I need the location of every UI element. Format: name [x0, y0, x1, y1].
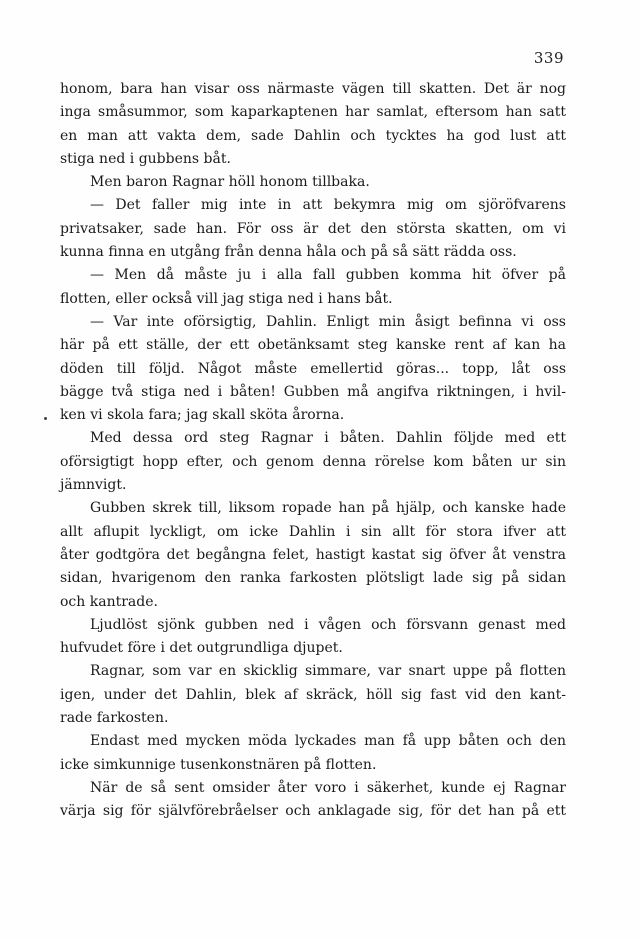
scan-speck [44, 417, 47, 420]
text-line: kunna finna en utgång från denna håla och på så sätt rädda oss. [60, 244, 517, 261]
text-line: och kantrade. [60, 593, 158, 610]
text-line: sidan, hvarigenom den ranka farkosten plötsligt lade sig på sidan [60, 570, 566, 587]
text-line: ken vi skola fara; jag skall sköta årorna. [60, 407, 345, 424]
text-line: inga småsummor, som kaparkaptenen har samlat, eftersom han satt [60, 104, 566, 121]
text-line: åter godtgöra det begångna felet, hastigt kastat sig öfver åt venstra [60, 546, 566, 563]
text-line: värja sig för självförebråelser och anklagade sig, för det han på ett [60, 803, 566, 820]
text-line: — Det faller mig inte in att bekymra mig om sjöröfvarens [90, 197, 566, 214]
text-line: — Var inte oförsigtig, Dahlin. Enligt min åsigt befinna vi oss [90, 313, 566, 330]
text-line: Endast med mycken möda lyckades man få upp båten och den [90, 733, 566, 750]
text-line: oförsigtigt hopp efter, och genom denna rörelse kom båten ur sin [60, 453, 566, 470]
text-line: igen, under det Dahlin, blek af skräck, höll sig fast vid den kant- [60, 686, 566, 703]
text-line: en man att vakta dem, sade Dahlin och tycktes ha god lust att [60, 127, 566, 144]
text-line: Med dessa ord steg Ragnar i båten. Dahlin följde med ett [90, 430, 566, 447]
text-line: När de så sent omsider åter voro i säkerhet, kunde ej Ragnar [90, 779, 566, 796]
page-number: 339 [533, 49, 564, 67]
text-line: Men baron Ragnar höll honom tillbaka. [90, 174, 370, 191]
text-line: Gubben skrek till, liksom ropade han på hjälp, och kanske hade [90, 500, 566, 517]
text-line: bägge två stiga ned i båten! Gubben må angifva riktningen, i hvil- [60, 383, 566, 400]
text-line: Ragnar, som var en skicklig simmare, var snart uppe på flotten [90, 663, 566, 680]
text-line: allt aflupit lyckligt, om icke Dahlin i sin allt för stora ifver att [60, 523, 566, 540]
text-line: Ljudlöst sjönk gubben ned i vågen och försvann genast med [90, 616, 566, 633]
text-line: hufvudet före i det outgrundliga djupet. [60, 640, 343, 657]
text-line: privatsaker, sade han. För oss är det den största skatten, om vi [60, 220, 566, 237]
text-line: döden till följd. Något måste emellertid göras... topp, låt oss [60, 360, 566, 377]
text-line: rade farkosten. [60, 710, 169, 727]
text-line: jämnvigt. [60, 477, 127, 494]
text-line: stiga ned i gubbens båt. [60, 150, 231, 167]
text-line: här på ett ställe, der ett obetänksamt steg kanske rent af kan ha [60, 337, 566, 354]
text-line: flotten, eller också vill jag stiga ned i hans båt. [60, 290, 393, 307]
text-line: icke simkunnige tusenkonstnären på flotten. [60, 756, 377, 773]
text-line: — Men då måste ju i alla fall gubben komma hit öfver på [90, 267, 566, 284]
body-text [60, 78, 566, 824]
text-line: honom, bara han visar oss närmaste vägen till skatten. Det är nog [60, 81, 566, 97]
